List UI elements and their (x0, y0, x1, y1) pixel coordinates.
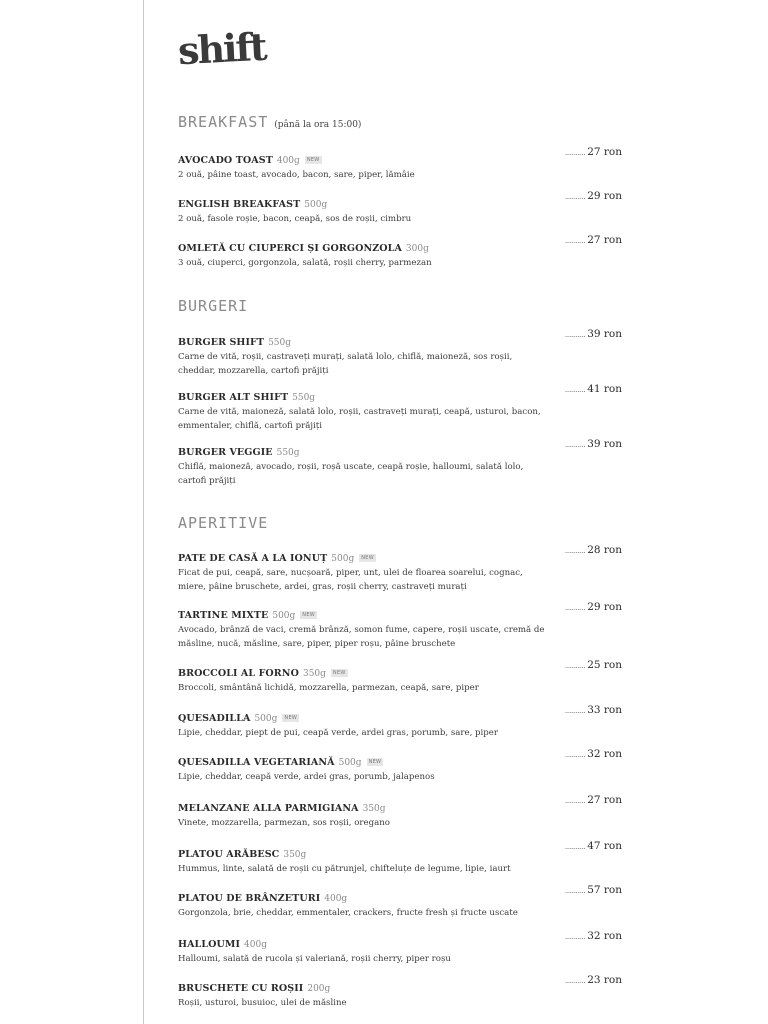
price-leader-dots: .......... (564, 236, 586, 245)
menu-item-weight: 300g (405, 244, 429, 254)
menu-item-description: Ficat de pui, ceapă, sare, nucșoară, piper, unt, ulei de floarea soarelui, cognac, miere, pâine bruschete, ardei, gras, roșii cherry, castraveți murați (178, 568, 523, 592)
menu-item-price: 32 ron (587, 930, 622, 942)
menu-item-name: BURGER SHIFT (178, 337, 265, 348)
menu-item-description: Carne de vită, roșii, castraveți murați, salată lolo, chiflă, maioneză, sos roșii, cheddar, mozzarella, cartofi prăjiți (178, 352, 513, 376)
price-leader-dots: .......... (564, 661, 586, 670)
menu-item-description: Gorgonzola, brie, cheddar, emmentaler, crackers, fructe fresh și fructe uscate (178, 908, 518, 918)
menu-item-weight: 500g (338, 758, 362, 768)
menu-item (178, 440, 622, 488)
menu-item-price-row (565, 659, 622, 671)
new-badge: NEW (368, 759, 382, 765)
price-leader-dots: .......... (564, 750, 586, 759)
menu-item-description: Carne de vită, maioneză, salată lolo, roșii, castraveți murați, ceapă, usturoi, bacon, emmentaler, chiflă, cartofi prăjiți (178, 407, 541, 431)
menu-item-price-row (565, 704, 622, 716)
menu-item-price: 23 ron (587, 974, 622, 986)
new-badge: NEW (284, 715, 298, 721)
menu-item-description: 3 ouă, ciuperci, gorgonzola, salată, roșii cherry, parmezan (178, 258, 432, 268)
menu-item-description: Halloumi, salată de rucola și valeriană, roșii cherry, piper roșu (178, 954, 451, 964)
price-leader-dots: .......... (564, 706, 586, 715)
menu-item-price-row (565, 884, 622, 896)
menu-item (178, 706, 622, 740)
menu-item-price-row (565, 328, 622, 340)
menu-item-description: Roșii, usturoi, busuioc, ulei de măsline (178, 998, 347, 1008)
menu-item-weight: 500g (272, 611, 296, 621)
menu-item-description: Avocado, brânză de vaci, cremă brânză, somon fume, capere, roșii uscate, cremă de măsline, nucă, măsline, sare, piper, piper roșu, pâine bruschete (178, 625, 545, 649)
menu-item-price: 33 ron (587, 704, 622, 716)
menu-item-price: 39 ron (587, 438, 622, 450)
menu-item-heading (178, 842, 622, 861)
menu-item (178, 330, 622, 378)
menu-item-price: 29 ron (587, 190, 622, 202)
menu-item-price-row (565, 794, 622, 806)
menu-item-description: Lipie, cheddar, ceapă verde, ardei gras, porumb, jalapenos (178, 772, 435, 782)
menu-item-weight: 550g (276, 448, 300, 458)
menu-item-heading (178, 440, 622, 459)
menu-item-weight: 350g (362, 804, 386, 814)
price-leader-dots: .......... (564, 385, 586, 394)
menu-item-weight: 550g (268, 338, 292, 348)
menu-item (178, 603, 622, 651)
price-leader-dots: .......... (564, 796, 586, 805)
new-badge: NEW (302, 612, 316, 618)
menu-item-price-row (565, 234, 622, 246)
section-title-text: BREAKFAST (178, 113, 269, 131)
menu-item-name: PLATOU DE BRÂNZETURI (178, 893, 321, 904)
menu-item-weight: 500g (254, 714, 278, 724)
menu-item-price: 25 ron (587, 659, 622, 671)
menu-item-description: Lipie, cheddar, piept de pui, ceapă verde, ardei gras, porumb, sare, piper (178, 728, 498, 738)
price-leader-dots: .......... (564, 886, 586, 895)
section-title-aperitive: APERITIVE (178, 514, 269, 532)
menu-item-heading (178, 796, 622, 815)
menu-item (178, 976, 622, 1010)
price-leader-dots: .......... (564, 842, 586, 851)
menu-item-price-row (565, 190, 622, 202)
menu-item-description: 2 ouă, pâine toast, avocado, bacon, sare, piper, lămâie (178, 170, 415, 180)
section-title-breakfast (178, 113, 361, 131)
menu-item-heading (178, 603, 622, 622)
menu-item-weight: 550g (292, 393, 316, 403)
new-badge: NEW (332, 670, 346, 676)
menu-item-price: 57 ron (587, 884, 622, 896)
menu-item-heading (178, 976, 622, 995)
menu-item (178, 750, 622, 784)
menu-item-price-row (565, 601, 622, 613)
menu-item-description: Broccoli, smântână lichidă, mozzarella, parmezan, ceapă, sare, piper (178, 683, 479, 693)
menu-item (178, 385, 622, 433)
menu-item-name: QUESADILLA VEGETARIANĂ (178, 757, 335, 768)
menu-item-price: 41 ron (587, 383, 622, 395)
price-leader-dots: .......... (564, 192, 586, 201)
menu-item-name: MELANZANE ALLA PARMIGIANA (178, 803, 359, 814)
menu-item-weight: 500g (331, 554, 355, 564)
menu-item-price-row (565, 974, 622, 986)
menu-page (178, 0, 638, 1024)
menu-item-name: QUESADILLA (178, 713, 251, 724)
menu-item-price: 28 ron (587, 544, 622, 556)
price-leader-dots: .......... (564, 603, 586, 612)
left-margin-rule (143, 0, 144, 1024)
menu-item-name: HALLOUMI (178, 939, 241, 950)
menu-item-price-row (565, 383, 622, 395)
menu-item-description: Chiflă, maioneză, avocado, roșii, roșă uscate, ceapă roșie, halloumi, salată lolo, cartofi prăjiți (178, 462, 524, 486)
menu-item (178, 842, 622, 876)
menu-item (178, 148, 622, 182)
menu-item-name: PLATOU ARĂBESC (178, 849, 280, 860)
menu-item-name: AVOCADO TOAST (178, 155, 273, 166)
menu-item (178, 932, 622, 966)
menu-item-description: 2 ouă, fasole roșie, bacon, ceapă, sos de roșii, cimbru (178, 214, 412, 224)
menu-item-heading (178, 236, 622, 255)
menu-item (178, 661, 622, 695)
menu-item-name: BURGER VEGGIE (178, 447, 273, 458)
menu-item-heading (178, 546, 622, 565)
menu-item-heading (178, 148, 622, 167)
menu-item-heading (178, 385, 622, 404)
menu-item-heading (178, 192, 622, 211)
menu-item-description: Hummus, linte, salată de roșii cu pătrunjel, chifteluțe de legume, lipie, iaurt (178, 864, 511, 874)
menu-item-price-row (565, 544, 622, 556)
menu-item (178, 886, 622, 920)
menu-item-weight: 400g (324, 894, 348, 904)
menu-item-weight: 350g (283, 850, 307, 860)
menu-item-heading (178, 706, 622, 725)
section-note: (până la ora 15:00) (274, 120, 362, 130)
menu-item-price: 27 ron (587, 234, 622, 246)
price-leader-dots: .......... (564, 976, 586, 985)
menu-item-weight: 400g (276, 156, 300, 166)
price-leader-dots: .......... (564, 546, 586, 555)
section-title-burgeri: BURGERI (178, 297, 249, 315)
menu-item-price-row (565, 930, 622, 942)
menu-item-price: 39 ron (587, 328, 622, 340)
menu-item-weight: 500g (304, 200, 328, 210)
price-leader-dots: .......... (564, 148, 586, 157)
menu-item-weight: 200g (307, 984, 331, 994)
menu-item (178, 546, 622, 594)
menu-item-name: PATE DE CASĂ A LA IONUȚ (178, 553, 328, 564)
menu-item (178, 192, 622, 226)
price-leader-dots: .......... (564, 932, 586, 941)
menu-item-price: 29 ron (587, 601, 622, 613)
menu-item-price: 47 ron (587, 840, 622, 852)
menu-item-price-row (565, 748, 622, 760)
menu-item-heading (178, 886, 622, 905)
menu-item-name: OMLETĂ CU CIUPERCI ȘI GORGONZOLA (178, 243, 402, 254)
menu-item-price: 27 ron (587, 794, 622, 806)
menu-item-name: ENGLISH BREAKFAST (178, 199, 301, 210)
new-badge: NEW (306, 157, 320, 163)
menu-item-weight: 400g (244, 940, 267, 950)
shift-logo: shift (176, 23, 267, 74)
menu-item-heading (178, 661, 622, 680)
menu-item-price: 27 ron (587, 146, 622, 158)
menu-item (178, 236, 622, 270)
menu-item-name: BURGER ALT SHIFT (178, 392, 289, 403)
menu-item-price-row (565, 840, 622, 852)
price-leader-dots: .......... (564, 440, 586, 449)
menu-item-heading (178, 750, 622, 769)
menu-item-weight: 350g (302, 669, 326, 679)
menu-item-heading (178, 932, 622, 951)
menu-item-price: 32 ron (587, 748, 622, 760)
price-leader-dots: .......... (564, 330, 586, 339)
menu-item-description: Vinete, mozzarella, parmezan, sos roșii, oregano (178, 818, 390, 828)
menu-item-name: TARTINE MIXTE (178, 610, 269, 621)
new-badge: NEW (361, 555, 374, 561)
menu-item-name: BROCCOLI AL FORNO (178, 668, 299, 679)
menu-item-name: BRUSCHETE CU ROȘII (178, 983, 304, 994)
menu-item-heading (178, 330, 622, 349)
menu-item (178, 796, 622, 830)
menu-item-price-row (565, 438, 622, 450)
menu-item-price-row (565, 146, 622, 158)
